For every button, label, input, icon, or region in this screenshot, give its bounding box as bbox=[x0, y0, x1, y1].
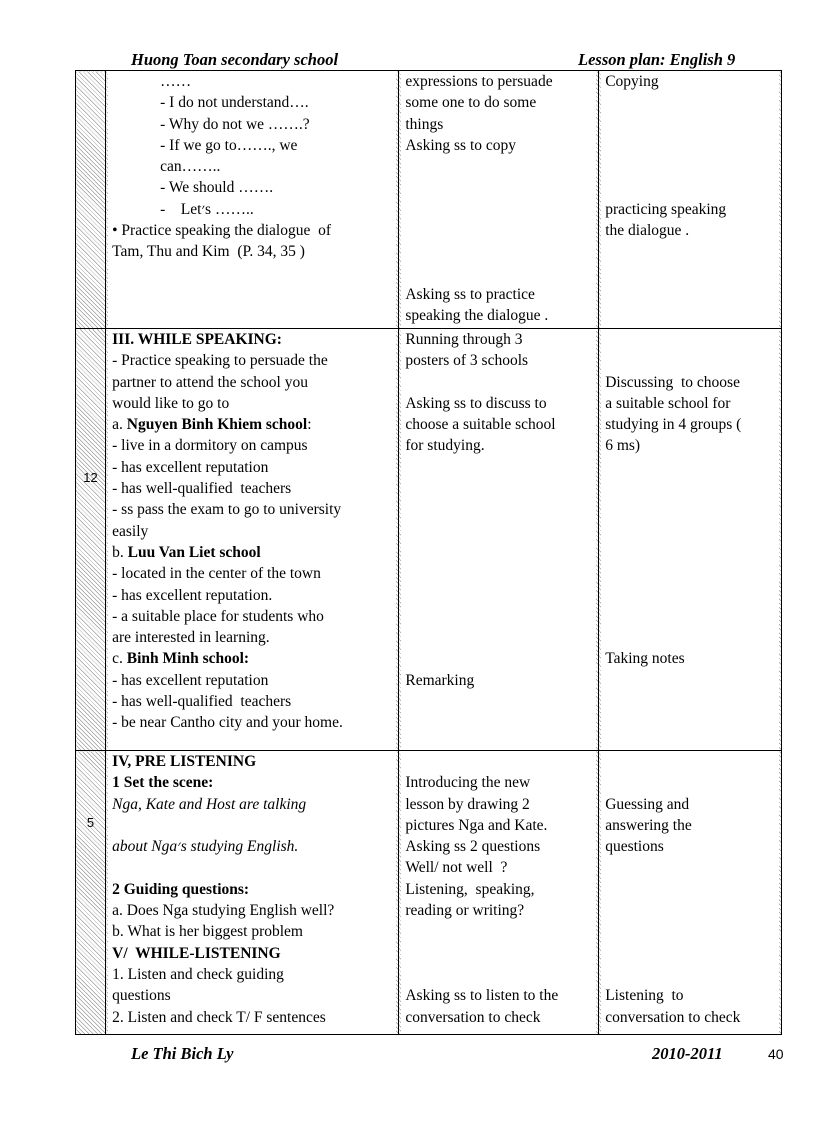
students-line bbox=[605, 156, 776, 177]
teacher-activity-cell bbox=[399, 329, 599, 751]
content-line: • Practice speaking the dialogue of bbox=[112, 222, 332, 240]
teacher-line bbox=[405, 499, 593, 520]
content-line: about Nga׳s studying English. bbox=[112, 838, 299, 856]
teacher-line bbox=[405, 542, 593, 563]
students-line bbox=[605, 879, 776, 900]
teacher-line bbox=[405, 585, 593, 606]
content-line bbox=[112, 857, 393, 878]
teacher-line bbox=[405, 943, 593, 964]
content-prefix: a. bbox=[112, 416, 127, 434]
teacher-line bbox=[405, 156, 593, 177]
content-line: Tam, Thu and Kim (P. 34, 35 ) bbox=[112, 243, 305, 261]
teacher-line: pictures Nga and Kate. bbox=[405, 816, 548, 834]
content-line bbox=[112, 263, 393, 284]
school-name: Binh Minh school: bbox=[126, 650, 250, 668]
students-line bbox=[605, 177, 776, 198]
teacher-line: some one to do some bbox=[405, 94, 537, 112]
students-line bbox=[605, 857, 776, 878]
table-row bbox=[76, 751, 782, 1035]
content-cell bbox=[106, 329, 399, 751]
lesson-plan-table bbox=[75, 70, 782, 1035]
students-line: studying in 4 groups ( bbox=[605, 416, 742, 434]
students-line bbox=[605, 606, 776, 627]
teacher-line bbox=[405, 177, 593, 198]
students-line bbox=[605, 627, 776, 648]
students-line bbox=[605, 921, 776, 942]
teacher-line: conversation to check bbox=[405, 1008, 541, 1026]
content-text bbox=[108, 329, 396, 750]
teacher-line bbox=[405, 263, 593, 284]
content-line: Nga, Kate and Host are talking bbox=[112, 795, 307, 813]
content-line: - I do not understand…. bbox=[160, 94, 309, 112]
teacher-activity-text bbox=[401, 751, 596, 1034]
teacher-line bbox=[405, 606, 593, 627]
content-line: questions bbox=[112, 987, 171, 1005]
time-cell bbox=[76, 329, 106, 751]
students-line bbox=[605, 499, 776, 520]
students-activity-text bbox=[601, 329, 779, 750]
teacher-line: Running through 3 bbox=[405, 331, 523, 348]
students-line bbox=[605, 751, 776, 772]
teacher-line bbox=[405, 648, 593, 669]
teacher-line: expressions to persuade bbox=[405, 73, 553, 90]
students-line: Discussing to choose bbox=[605, 373, 740, 391]
students-line bbox=[605, 521, 776, 542]
content-line: III. WHILE SPEAKING: bbox=[112, 331, 282, 348]
table-row bbox=[76, 329, 782, 751]
content-line: - We should ……. bbox=[160, 179, 274, 197]
content-line: - Let׳s …….. bbox=[160, 200, 254, 218]
teacher-line: Asking ss to listen to the bbox=[405, 987, 559, 1005]
teacher-line: Remarking bbox=[405, 671, 475, 689]
content-line: easily bbox=[112, 522, 149, 540]
content-line: - has excellent reputation. bbox=[112, 586, 273, 604]
content-line bbox=[112, 284, 393, 305]
teacher-line: Asking ss 2 questions bbox=[405, 838, 541, 856]
teacher-line: speaking the dialogue . bbox=[405, 307, 549, 325]
teacher-line: things bbox=[405, 115, 444, 133]
teacher-line: Well/ not well ? bbox=[405, 859, 508, 877]
content-line: 1 Set the scene: bbox=[112, 774, 214, 792]
content-line: - be near Cantho city and your home. bbox=[112, 714, 343, 732]
content-suffix: : bbox=[307, 416, 312, 434]
footer-school-year: 2010-2011 bbox=[652, 1044, 723, 1063]
teacher-line: lesson by drawing 2 bbox=[405, 795, 530, 813]
content-line: - Why do not we …….? bbox=[160, 115, 310, 133]
content-line: - has well-qualified teachers bbox=[112, 480, 292, 498]
content-line: 2 Guiding questions: bbox=[112, 880, 250, 898]
content-line: - ss pass the exam to go to university bbox=[112, 501, 342, 519]
content-line: - a suitable place for students who bbox=[112, 607, 324, 625]
teacher-line: choose a suitable school bbox=[405, 416, 556, 434]
teacher-activity-text bbox=[401, 329, 596, 750]
teacher-line bbox=[405, 563, 593, 584]
teacher-line: for studying. bbox=[405, 437, 485, 455]
content-line: - live in a dormitory on campus bbox=[112, 437, 308, 455]
students-line bbox=[605, 772, 776, 793]
content-line: are interested in learning. bbox=[112, 629, 270, 647]
teacher-line bbox=[405, 521, 593, 542]
teacher-line: Introducing the new bbox=[405, 774, 531, 792]
content-line bbox=[112, 648, 393, 669]
students-line: 6 ms) bbox=[605, 437, 641, 455]
content-prefix: b. bbox=[112, 543, 128, 561]
teacher-activity-cell bbox=[399, 71, 599, 329]
students-activity-cell bbox=[599, 329, 782, 751]
content-line: - has well-qualified teachers bbox=[112, 693, 292, 711]
teacher-line: Asking ss to practice bbox=[405, 285, 535, 303]
time-minutes: 5 bbox=[86, 815, 95, 830]
content-line: a. Does Nga studying English well? bbox=[112, 902, 335, 920]
students-line bbox=[605, 900, 776, 921]
content-cell bbox=[106, 71, 399, 329]
content-line: - has excellent reputation bbox=[112, 671, 269, 689]
teacher-line bbox=[405, 921, 593, 942]
content-line: partner to attend the school you bbox=[112, 373, 308, 391]
content-prefix: c. bbox=[112, 650, 127, 668]
teacher-line: reading or writing? bbox=[405, 902, 525, 920]
students-line: Taking notes bbox=[605, 650, 685, 668]
students-line: Guessing and bbox=[605, 795, 690, 813]
content-line bbox=[112, 542, 393, 563]
students-line: the dialogue . bbox=[605, 222, 690, 240]
students-line bbox=[605, 92, 776, 113]
students-activity-cell bbox=[599, 751, 782, 1035]
students-line: a suitable school for bbox=[605, 394, 731, 412]
content-line: 1. Listen and check guiding bbox=[112, 965, 284, 983]
students-activity-cell bbox=[599, 71, 782, 329]
content-line: can…….. bbox=[160, 158, 221, 176]
teacher-line: posters of 3 schools bbox=[405, 352, 529, 370]
content-line bbox=[112, 414, 393, 435]
students-line bbox=[605, 350, 776, 371]
teacher-line: Listening, speaking, bbox=[405, 880, 535, 898]
content-line: - Practice speaking to persuade the bbox=[112, 352, 328, 370]
students-line bbox=[605, 964, 776, 985]
students-line bbox=[605, 943, 776, 964]
teacher-line bbox=[405, 964, 593, 985]
school-name: Nguyen Binh Khiem school bbox=[126, 416, 308, 434]
school-name: Luu Van Liet school bbox=[127, 543, 261, 561]
content-line: V/ WHILE-LISTENING bbox=[112, 944, 281, 962]
teacher-line bbox=[405, 220, 593, 241]
content-text bbox=[108, 751, 396, 1034]
students-line bbox=[605, 563, 776, 584]
students-line: Copying bbox=[605, 73, 659, 90]
time-minutes: 12 bbox=[83, 470, 98, 485]
content-line: - has excellent reputation bbox=[112, 458, 269, 476]
content-text bbox=[108, 71, 396, 328]
teacher-activity-text bbox=[401, 71, 596, 328]
teacher-activity-cell bbox=[399, 751, 599, 1035]
students-line bbox=[605, 329, 776, 350]
students-line bbox=[605, 114, 776, 135]
teacher-line bbox=[405, 751, 593, 772]
students-line bbox=[605, 135, 776, 156]
teacher-line bbox=[405, 241, 593, 262]
content-line: - located in the center of the town bbox=[112, 565, 321, 583]
content-line bbox=[112, 815, 393, 836]
header-lesson-plan: Lesson plan: English 9 bbox=[578, 50, 736, 69]
time-cell bbox=[76, 71, 106, 329]
table-row bbox=[76, 71, 782, 329]
teacher-line bbox=[405, 372, 593, 393]
content-line: 2. Listen and check T/ F sentences bbox=[112, 1008, 326, 1026]
students-line bbox=[605, 457, 776, 478]
students-activity-text bbox=[601, 751, 779, 1034]
students-line bbox=[605, 542, 776, 563]
students-line: Listening to bbox=[605, 987, 684, 1005]
students-line bbox=[605, 478, 776, 499]
students-line: practicing speaking bbox=[605, 200, 727, 218]
content-line: b. What is her biggest problem bbox=[112, 923, 303, 941]
header-school-name: Huong Toan secondary school bbox=[131, 50, 339, 69]
time-cell bbox=[76, 751, 106, 1035]
content-line: would like to go to bbox=[112, 394, 230, 412]
students-line: questions bbox=[605, 838, 664, 856]
teacher-line bbox=[405, 457, 593, 478]
students-activity-text bbox=[601, 71, 779, 328]
content-line: …… bbox=[160, 73, 192, 90]
teacher-line: Asking ss to copy bbox=[405, 136, 517, 154]
students-line: answering the bbox=[605, 816, 692, 834]
students-line: conversation to check bbox=[605, 1008, 741, 1026]
footer-author: Le Thi Bich Ly bbox=[131, 1044, 234, 1063]
content-line: IV, PRE LISTENING bbox=[112, 753, 257, 770]
teacher-line bbox=[405, 199, 593, 220]
page-number: 40 bbox=[768, 1046, 784, 1062]
students-line bbox=[605, 585, 776, 606]
teacher-line bbox=[405, 627, 593, 648]
teacher-line: Asking ss to discuss to bbox=[405, 394, 547, 412]
content-line: - If we go to……., we bbox=[160, 136, 298, 154]
teacher-line bbox=[405, 478, 593, 499]
content-cell bbox=[106, 751, 399, 1035]
